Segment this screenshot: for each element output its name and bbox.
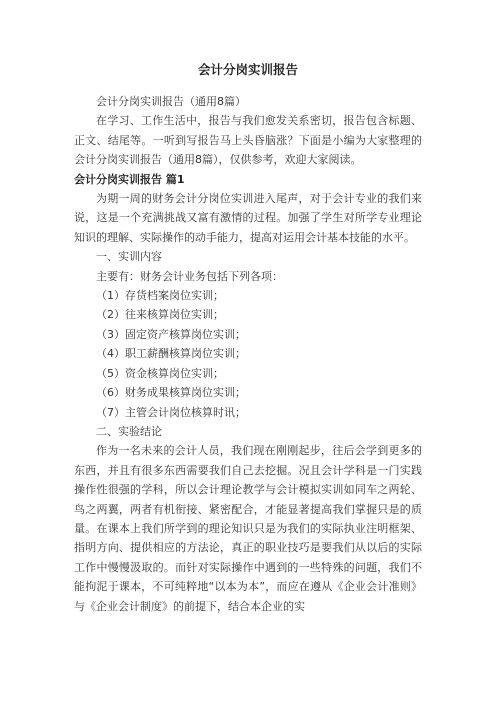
paragraph-1: 为期一周的财务会计分岗位实训进入尾声，对于会计专业的我们来说，这是一个充满挑战又富有激情的过程。加强了学生对所学专业理论知识的理解、实际操作的动手能力，提高对运用会计基本技能的水平。 bbox=[74, 192, 422, 244]
heading-training-content: 一、实训内容 bbox=[96, 250, 162, 264]
document-title: 会计分岗实训报告 bbox=[197, 62, 298, 77]
list-item: （4）职工薪酬核算岗位实训； bbox=[96, 347, 246, 361]
list-item: （6）财务成果核算岗位实训； bbox=[96, 386, 246, 400]
list-item: （3）固定资产核算岗位实训； bbox=[96, 327, 246, 341]
list-item: （7）主管会计岗位核算时讯； bbox=[96, 405, 246, 419]
intro-line: 会计分岗实训报告（通用8篇） bbox=[96, 95, 246, 108]
list-item: （5）资金核算岗位实训； bbox=[96, 366, 224, 380]
list-item: （1）存货档案岗位实训； bbox=[96, 289, 224, 303]
list-item: （2）往来核算岗位实训； bbox=[96, 308, 224, 322]
lead-paragraph: 在学习、工作生活中，报告与我们愈发关系密切，报告包含标题、正文、结尾等。一听到写报告马上头昏脑涨？下面是小编为大家整理的会计分岗实训报告（通用8篇），仅供参考，欢迎大家阅读。 bbox=[74, 114, 422, 167]
paragraph-2: 作为一名未来的会计人员，我们现在刚刚起步，往后会学到更多的东西，并且有很多东西需要我们自己去挖掘。况且会计学科是一门实践操作性很强的学科，所以会计理论教学与会计模拟实训如同车之两轮、鸟之两翼，两者有机衔接、紧密配合，才能显著提高我们掌握只是的质量。在课本上我们所学到的理论知识只是为我们的实际执业注明框架、指明方向、提供相应的方法论，真正的职业技巧是要我们从以后的实际工作中慢慢汲取的。而针对实际操作中遇到的一些特殊的问题，我们不能拘泥于课本，不可纯粹地“以本为本”，而应在遵从《企业会计准则》与《企业会计制度》的前提下，结合本企业的实 bbox=[74, 444, 422, 613]
heading-conclusion: 二、实验结论 bbox=[96, 424, 162, 438]
document-body bbox=[74, 92, 422, 616]
content-lead: 主要有：财务会计业务包括下列各项： bbox=[96, 269, 283, 283]
section-heading: 会计分岗实训报告 篇1 bbox=[74, 172, 185, 186]
